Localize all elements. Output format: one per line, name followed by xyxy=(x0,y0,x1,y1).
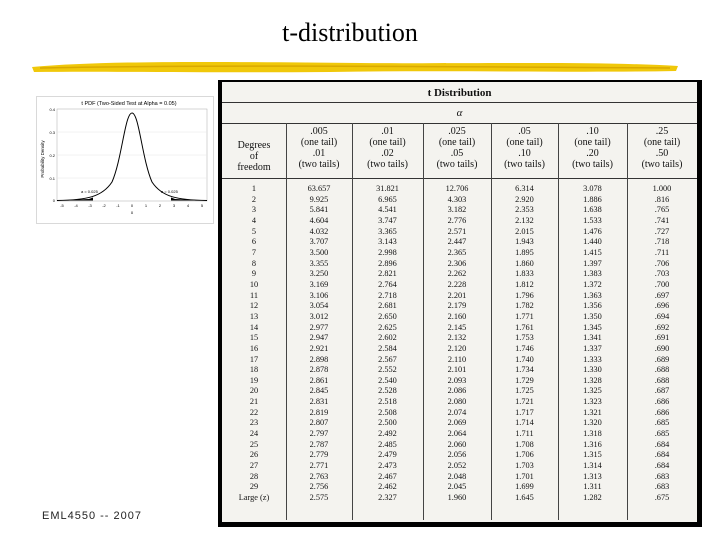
t-table-title-rule xyxy=(222,102,697,103)
table-cell: 4.604 xyxy=(309,215,329,225)
table-cell: 1.943 xyxy=(515,237,534,247)
table-cell: .687 xyxy=(654,386,670,396)
table-cell: 2.262 xyxy=(447,269,467,279)
table-cell: 2.110 xyxy=(447,354,467,364)
table-cell: 1.734 xyxy=(515,365,534,375)
table-cell: .686 xyxy=(654,407,670,417)
df-cell: 21 xyxy=(249,397,259,407)
table-cell: 2.831 xyxy=(309,397,329,407)
table-cell: 1.729 xyxy=(515,375,534,385)
table-cell: .697 xyxy=(654,290,670,300)
df-cell: 29 xyxy=(249,482,259,492)
df-cell: Large (z) xyxy=(238,493,270,503)
table-cell: .727 xyxy=(654,226,670,236)
table-cell: 1.000 xyxy=(652,184,672,193)
table-cell: 1.315 xyxy=(583,450,602,460)
table-cell: 2.575 xyxy=(309,493,329,503)
svg-text:1: 1 xyxy=(144,203,148,208)
table-cell: 1.397 xyxy=(583,258,602,268)
table-cell: 2.571 xyxy=(447,226,467,236)
table-cell: 2.681 xyxy=(378,301,397,311)
df-column xyxy=(222,184,286,504)
table-cell: .696 xyxy=(654,301,670,311)
table-cell: 1.960 xyxy=(447,493,467,503)
table-cell: 1.740 xyxy=(515,354,534,364)
table-cell: 3.355 xyxy=(309,258,329,268)
t-table-title: t Distribution xyxy=(427,87,492,99)
table-cell: 1.708 xyxy=(515,439,534,449)
table-cell: 2.920 xyxy=(515,194,534,204)
table-cell: 2.771 xyxy=(309,461,329,471)
table-cell: 1.796 xyxy=(515,290,534,300)
df-cell: 12 xyxy=(249,301,259,311)
table-cell: 2.650 xyxy=(378,311,397,321)
table-cell: .686 xyxy=(654,397,670,407)
table-cell: 2.479 xyxy=(378,450,397,460)
table-cell: 1.701 xyxy=(515,471,534,481)
table-cell: 2.819 xyxy=(309,407,329,417)
table-cell: 2.998 xyxy=(378,247,397,257)
df-header: Degrees of freedom xyxy=(237,140,271,173)
svg-text:-2: -2 xyxy=(102,203,106,208)
table-cell: 2.878 xyxy=(309,365,329,375)
table-cell: 2.776 xyxy=(447,215,467,225)
table-cell: 1.812 xyxy=(515,279,534,289)
table-cell: 2.861 xyxy=(309,375,329,385)
table-cell: 2.447 xyxy=(447,237,467,247)
svg-text:2: 2 xyxy=(158,203,162,208)
table-cell: .690 xyxy=(654,343,670,353)
alpha-label: α xyxy=(456,107,463,119)
table-cell: 1.330 xyxy=(583,365,602,375)
table-cell: 2.365 xyxy=(447,247,467,257)
thumbnail-ylabel: Probability Density xyxy=(40,140,45,178)
df-cell: 18 xyxy=(249,365,259,375)
svg-text:0.1: 0.1 xyxy=(49,176,55,181)
svg-text:0.2: 0.2 xyxy=(49,153,55,158)
table-cell: 1.323 xyxy=(583,397,602,407)
table-cell: 1.440 xyxy=(583,237,602,247)
table-cell: 2.797 xyxy=(309,429,329,439)
table-cell: 2.787 xyxy=(309,439,329,449)
df-cell: 15 xyxy=(249,333,259,343)
svg-text:3: 3 xyxy=(172,203,176,208)
table-cell: 2.179 xyxy=(447,301,467,311)
table-cell: 1.638 xyxy=(583,205,602,215)
table-cell: 3.707 xyxy=(309,237,329,247)
thumbnail-chart xyxy=(36,96,214,224)
table-cell: 1.363 xyxy=(583,290,602,300)
table-cell: 1.886 xyxy=(583,194,602,204)
table-cell: 3.250 xyxy=(309,269,329,279)
table-cell: 2.074 xyxy=(447,407,467,417)
table-cell: .718 xyxy=(654,237,670,247)
table-cell: 3.054 xyxy=(309,301,329,311)
table-cell: .685 xyxy=(654,429,670,439)
table-cell: 2.132 xyxy=(447,333,467,343)
table-cell: 2.093 xyxy=(447,375,467,385)
column-header: .25 (one tail) .50 (two tails) xyxy=(641,126,683,170)
table-cell: .683 xyxy=(654,482,670,492)
table-cell: 2.056 xyxy=(447,450,467,460)
table-cell: 1.337 xyxy=(583,343,602,353)
table-cell: .692 xyxy=(654,322,670,332)
table-cell: 1.345 xyxy=(583,322,602,332)
table-cell: 2.120 xyxy=(447,343,467,353)
table-cell: 2.921 xyxy=(309,343,329,353)
table-cell: .683 xyxy=(654,471,670,481)
table-cell: 1.860 xyxy=(515,258,534,268)
svg-text:0: 0 xyxy=(52,198,55,203)
table-cell: 1.316 xyxy=(583,439,602,449)
table-cell: .689 xyxy=(654,354,670,364)
table-cell: .684 xyxy=(654,439,670,449)
t-table-scan xyxy=(218,80,702,527)
svg-text:0.4: 0.4 xyxy=(49,107,55,112)
slide-title: t-distribution xyxy=(282,18,418,47)
svg-text:-4: -4 xyxy=(74,203,78,208)
table-cell: 1.321 xyxy=(583,407,602,417)
table-cell: 1.782 xyxy=(515,301,534,311)
value-column xyxy=(352,184,423,504)
svg-text:0.3: 0.3 xyxy=(49,130,55,135)
table-cell: .691 xyxy=(654,333,670,343)
table-cell: .703 xyxy=(654,269,670,279)
table-cell: 3.169 xyxy=(309,279,329,289)
table-cell: 2.584 xyxy=(378,343,397,353)
table-cell: 2.625 xyxy=(378,322,397,332)
table-cell: 5.841 xyxy=(309,205,329,215)
table-cell: 1.356 xyxy=(583,301,602,311)
table-cell: 2.807 xyxy=(309,418,329,428)
df-cell: 10 xyxy=(249,279,259,289)
df-cell: 26 xyxy=(249,450,259,460)
table-cell: 2.327 xyxy=(378,493,397,503)
table-cell: .694 xyxy=(654,311,670,321)
svg-text:4: 4 xyxy=(186,203,190,208)
df-cell: 8 xyxy=(251,258,257,268)
table-cell: 2.764 xyxy=(378,279,397,289)
thumbnail-right-tail-label: a = 0.025 xyxy=(161,189,178,194)
table-cell: 4.032 xyxy=(309,226,329,236)
df-cell: 24 xyxy=(249,429,259,439)
table-cell: 2.086 xyxy=(447,386,467,396)
slide-footer: EML4550 -- 2007 xyxy=(42,510,142,522)
table-cell: 2.462 xyxy=(378,482,397,492)
table-cell: .711 xyxy=(654,247,670,257)
column-header: .05 (one tail) .10 (two tails) xyxy=(504,126,545,170)
table-cell: .688 xyxy=(654,375,670,385)
table-cell: 2.508 xyxy=(378,407,397,417)
table-cell: 2.528 xyxy=(378,386,397,396)
table-cell: 2.052 xyxy=(447,461,467,471)
table-cell: 1.746 xyxy=(515,343,534,353)
table-cell: 1.328 xyxy=(583,375,602,385)
table-cell: 1.313 xyxy=(583,471,602,481)
df-cell: 22 xyxy=(249,407,259,417)
table-cell: 3.500 xyxy=(309,247,329,257)
table-cell: 1.725 xyxy=(515,386,534,396)
table-cell: .684 xyxy=(654,461,670,471)
table-cell: 1.311 xyxy=(583,482,602,492)
table-cell: 1.714 xyxy=(515,418,534,428)
df-cell: 11 xyxy=(250,290,258,300)
table-cell: 1.533 xyxy=(583,215,602,225)
svg-text:-3: -3 xyxy=(88,203,92,208)
table-cell: 2.101 xyxy=(447,365,467,375)
table-cell: .765 xyxy=(654,205,670,215)
table-cell: 1.753 xyxy=(515,333,534,343)
table-cell: 3.143 xyxy=(378,237,397,247)
table-cell: 3.182 xyxy=(447,205,467,215)
table-cell: 2.540 xyxy=(378,375,397,385)
table-cell: 1.703 xyxy=(515,461,534,471)
table-cell: 2.896 xyxy=(378,258,397,268)
table-cell: 3.012 xyxy=(309,311,329,321)
svg-text:5: 5 xyxy=(200,203,204,208)
table-cell: 2.064 xyxy=(447,429,467,439)
table-cell: 6.965 xyxy=(378,194,397,204)
table-cell: .688 xyxy=(654,365,670,375)
table-cell: 2.060 xyxy=(447,439,467,449)
df-cell: 13 xyxy=(249,311,259,321)
value-column xyxy=(627,184,697,504)
df-cell: 23 xyxy=(249,418,259,428)
df-cell: 1 xyxy=(251,184,257,193)
table-cell: 3.365 xyxy=(378,226,397,236)
table-cell: 1.721 xyxy=(515,397,534,407)
title-underline-brush xyxy=(30,58,680,76)
table-cell: 1.895 xyxy=(515,247,534,257)
table-cell: 1.350 xyxy=(583,311,602,321)
table-cell: 2.228 xyxy=(447,279,467,289)
df-cell: 2 xyxy=(251,194,257,204)
table-cell: .706 xyxy=(654,258,670,268)
table-cell: 2.845 xyxy=(309,386,329,396)
table-cell: 63.657 xyxy=(307,184,331,193)
thumbnail-title: t PDF (Two-Sided Test at Alpha = 0.05) xyxy=(81,101,177,107)
table-cell: 2.602 xyxy=(378,333,397,343)
table-cell: 12.706 xyxy=(445,184,469,193)
df-cell: 16 xyxy=(249,343,259,353)
df-cell: 28 xyxy=(249,471,259,481)
table-cell: 2.763 xyxy=(309,471,329,481)
table-cell: 3.106 xyxy=(309,290,329,300)
table-cell: 1.833 xyxy=(515,269,534,279)
table-cell: 2.977 xyxy=(309,322,329,332)
table-cell: 1.706 xyxy=(515,450,534,460)
thumbnail-left-tail-label: a = 0.025 xyxy=(81,189,98,194)
table-cell: 2.048 xyxy=(447,471,467,481)
table-cell: 1.383 xyxy=(583,269,602,279)
df-cell: 14 xyxy=(249,322,259,332)
table-cell: 4.541 xyxy=(378,205,397,215)
value-column xyxy=(558,184,627,504)
table-cell: 2.467 xyxy=(378,471,397,481)
t-table-page xyxy=(222,82,697,522)
table-cell: 2.500 xyxy=(378,418,397,428)
table-cell: 3.747 xyxy=(378,215,397,225)
table-cell: 2.306 xyxy=(447,258,467,268)
df-cell: 9 xyxy=(251,269,257,279)
svg-text:0: 0 xyxy=(130,203,134,208)
table-cell: .700 xyxy=(654,279,670,289)
df-cell: 5 xyxy=(251,226,257,236)
table-cell: 1.761 xyxy=(515,322,534,332)
table-cell: .741 xyxy=(654,215,670,225)
table-cell: 2.069 xyxy=(447,418,467,428)
column-header: .025 (one tail) .05 (two tails) xyxy=(436,126,478,170)
table-cell: 1.476 xyxy=(583,226,602,236)
df-cell: 4 xyxy=(251,215,257,225)
table-cell: 2.132 xyxy=(515,215,534,225)
table-cell: 2.015 xyxy=(515,226,534,236)
table-cell: 2.045 xyxy=(447,482,467,492)
table-cell: 2.821 xyxy=(378,269,397,279)
t-table-header-rule xyxy=(222,123,697,124)
table-cell: .675 xyxy=(654,493,670,503)
table-cell: 6.314 xyxy=(515,184,534,193)
table-cell: 1.771 xyxy=(515,311,534,321)
value-column xyxy=(286,184,352,504)
value-column xyxy=(423,184,491,504)
table-cell: 2.353 xyxy=(515,205,534,215)
table-cell: 1.372 xyxy=(583,279,602,289)
table-cell: 2.718 xyxy=(378,290,397,300)
t-table-subheader-rule xyxy=(222,178,697,179)
thumbnail-y-ticks xyxy=(49,107,55,203)
df-cell: 7 xyxy=(251,247,257,257)
df-cell: 27 xyxy=(249,461,259,471)
table-cell: 1.318 xyxy=(583,429,602,439)
table-cell: 1.282 xyxy=(583,493,602,503)
table-cell: .685 xyxy=(654,418,670,428)
table-cell: 1.325 xyxy=(583,386,602,396)
df-cell: 17 xyxy=(249,354,259,364)
table-cell: 31.821 xyxy=(376,184,399,193)
table-cell: 4.303 xyxy=(447,194,467,204)
df-cell: 3 xyxy=(251,205,257,215)
table-cell: 1.699 xyxy=(515,482,534,492)
table-cell: 1.333 xyxy=(583,354,602,364)
column-header: .10 (one tail) .20 (two tails) xyxy=(572,126,613,170)
table-cell: 2.160 xyxy=(447,311,467,321)
table-cell: 1.711 xyxy=(515,429,534,439)
table-cell: 1.717 xyxy=(515,407,534,417)
df-cell: 19 xyxy=(249,375,259,385)
table-cell: 2.473 xyxy=(378,461,397,471)
table-cell: 2.898 xyxy=(309,354,329,364)
table-cell: 2.552 xyxy=(378,365,397,375)
table-cell: 2.485 xyxy=(378,439,397,449)
table-cell: 1.341 xyxy=(583,333,602,343)
table-cell: 2.492 xyxy=(378,429,397,439)
table-cell: .816 xyxy=(654,194,670,204)
table-cell: 2.518 xyxy=(378,397,397,407)
table-cell: 3.078 xyxy=(583,184,602,193)
table-cell: 2.947 xyxy=(309,333,329,343)
thumbnail-xlabel: x xyxy=(130,210,134,215)
table-cell: 2.756 xyxy=(309,482,329,492)
svg-text:-5: -5 xyxy=(60,203,64,208)
table-cell: 1.645 xyxy=(515,493,534,503)
column-header: .005 (one tail) .01 (two tails) xyxy=(298,126,340,170)
table-cell: 9.925 xyxy=(309,194,329,204)
thumbnail-x-ticks xyxy=(60,203,204,208)
table-cell: .684 xyxy=(654,450,670,460)
svg-text:-1: -1 xyxy=(116,203,120,208)
table-cell: 1.415 xyxy=(583,247,602,257)
value-column xyxy=(491,184,558,504)
df-cell: 6 xyxy=(251,237,257,247)
table-cell: 2.779 xyxy=(309,450,329,460)
df-cell: 20 xyxy=(249,386,259,396)
table-cell: 2.145 xyxy=(447,322,467,332)
column-header: .01 (one tail) .02 (two tails) xyxy=(367,126,408,170)
table-cell: 1.320 xyxy=(583,418,602,428)
table-cell: 1.314 xyxy=(583,461,602,471)
table-cell: 2.080 xyxy=(447,397,467,407)
table-cell: 2.201 xyxy=(447,290,467,300)
df-cell: 25 xyxy=(249,439,259,449)
table-cell: 2.567 xyxy=(378,354,397,364)
